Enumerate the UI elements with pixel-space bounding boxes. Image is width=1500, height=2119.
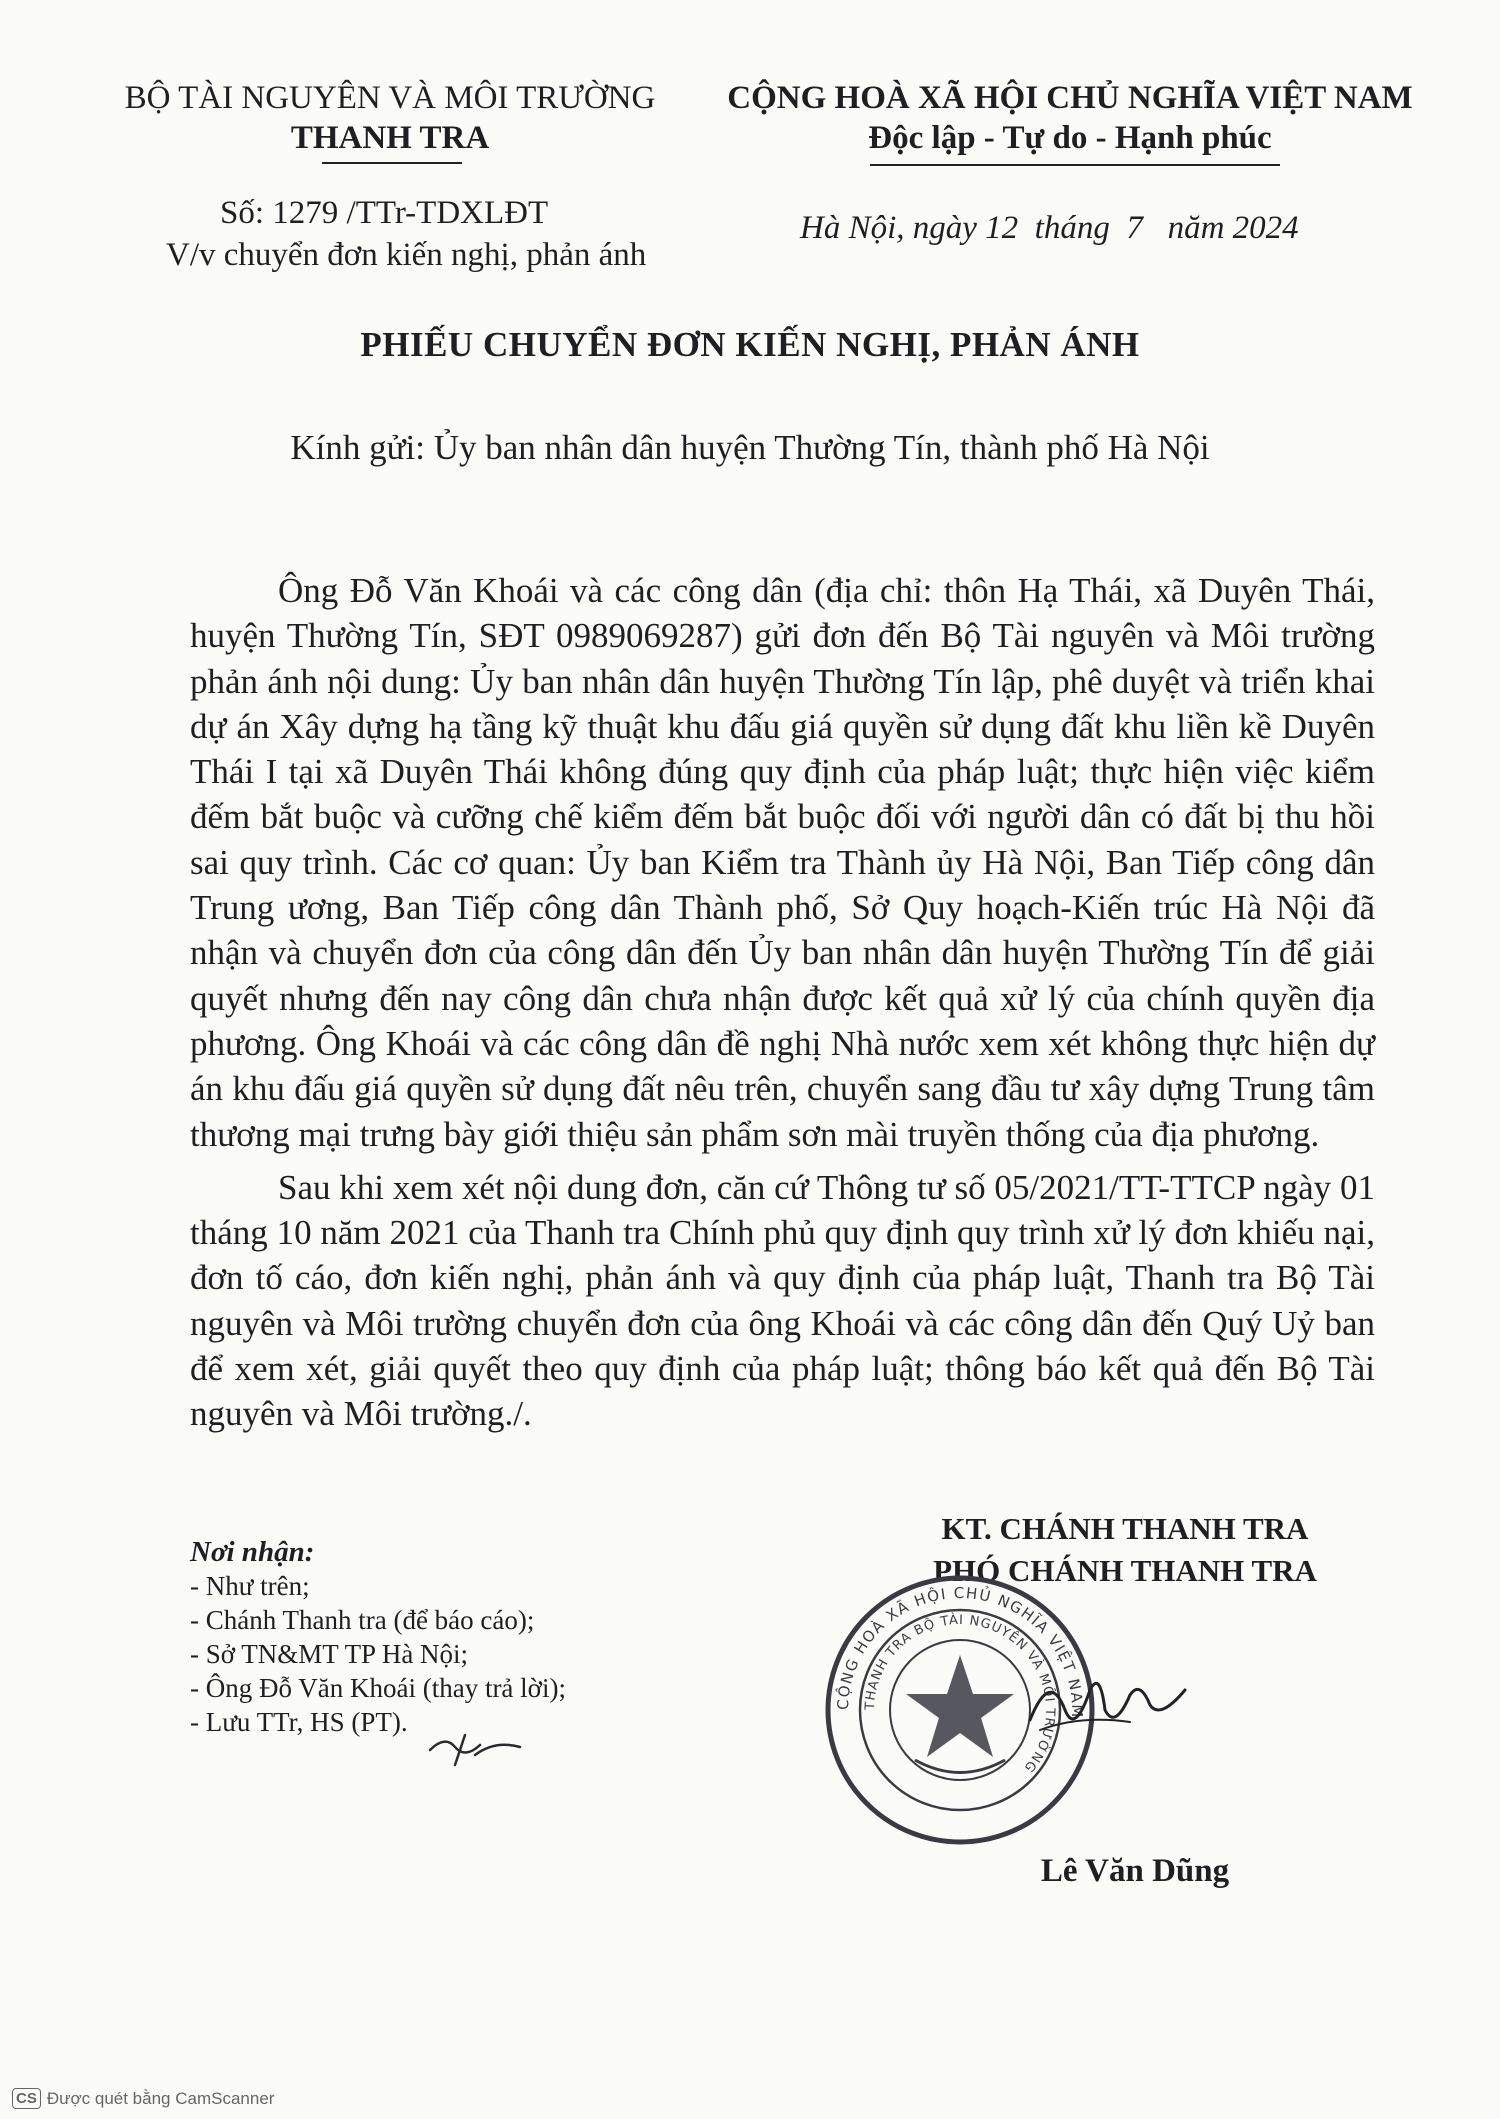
scanner-footer [12, 2088, 274, 2109]
signature-title-2: PHÓ CHÁNH THANH TRA [933, 1553, 1317, 1588]
body-paragraph-2: Sau khi xem xét nội dung đơn, căn cứ Thông tư số 05/2021/TT-TTCP ngày 01 tháng 10 năm 2021 của Thanh tra Chính phủ quy định quy trình xử lý đơn khiếu nại, đơn tố cáo, đơn kiến nghị, phản ánh và quy định của pháp luật, Thanh tra Bộ Tài nguyên và Môi trường chuyển đơn của ông Khoái và các công dân đến Quý Uỷ ban để xem xét, giải quyết theo quy định của pháp luật; thông báo kết quả đến Bộ Tài nguyên và Môi trường./. [190, 1167, 1375, 1434]
ministry-name: BỘ TÀI NGUYÊN VÀ MÔI TRƯỜNG [124, 80, 656, 116]
camscanner-logo: CS [12, 2088, 41, 2109]
recipient-item: - Chánh Thanh tra (để báo cáo); [190, 1605, 535, 1635]
national-motto: Độc lập - Tự do - Hạnh phúc [868, 120, 1272, 156]
scanner-footer-text: Được quét bằng CamScanner [46, 2088, 275, 2108]
handwritten-signature [1020, 1660, 1190, 1750]
recipients-heading: Nơi nhận: [190, 1536, 315, 1568]
document-title: PHIẾU CHUYỂN ĐƠN KIẾN NGHỊ, PHẢN ÁNH [360, 325, 1140, 364]
recipients-list [190, 1535, 566, 1739]
body-paragraph-1: Ông Đỗ Văn Khoái và các công dân (địa chỉ: thôn Hạ Thái, xã Duyên Thái, huyện Thường Tín, SĐT 0989069287) gửi đơn đến Bộ Tài nguyên và Môi trường phản ánh nội dung: Ủy ban nhân dân huyện Thường Tín lập, phê duyệt và triển khai dự án Xây dựng hạ tầng kỹ thuật khu đấu giá quyền sử dụng đất khu liền kề Duyên Thái I tại xã Duyên Thái không đúng quy định của pháp luật; thực hiện việc kiểm đếm bắt buộc và cưỡng chế kiểm đếm bắt buộc đối với người dân có đất bị thu hồi sai quy trình. Các cơ quan: Ủy ban Kiểm tra Thành ủy Hà Nội, Ban Tiếp công dân Trung ương, Ban Tiếp công dân Thành phố, Sở Quy hoạch-Kiến trúc Hà Nội đã nhận và chuyển đơn của công dân đến Ủy ban nhân dân huyện Thường Tín để giải quyết nhưng đến nay công dân chưa nhận được kết quả xử lý của chính quyền địa phương. Ông Khoái và các công dân đề nghị Nhà nước xem xét không thực hiện dự án khu đấu giá quyền sử dụng đất nêu trên, chuyển sang đầu tư xây dựng Trung tâm thương mại trưng bày giới thiệu sản phẩm sơn mài truyền thống của địa phương. [190, 571, 1375, 1154]
document-body [190, 568, 1375, 1445]
initials-mark [425, 1725, 525, 1775]
country-name: CỘNG HOÀ XÃ HỘI CHỦ NGHĨA VIỆT NAM [727, 80, 1413, 116]
document-number: Số: 1279 /TTr-TDXLĐT [220, 195, 549, 231]
header-right [700, 78, 1440, 158]
recipient-item: - Sở TN&MT TP Hà Nội; [190, 1639, 469, 1669]
seal-inner-text: THANH TRA BỘ TÀI NGUYÊN VÀ MÔI TRƯỜNG [862, 1612, 1058, 1776]
header-left [110, 78, 670, 158]
recipient-item: - Như trên; [190, 1571, 310, 1601]
document-subject: V/v chuyển đơn kiến nghị, phản ánh [166, 237, 647, 273]
signer-name: Lê Văn Dũng [1040, 1853, 1230, 1889]
seal-outer-text: CỘNG HOÀ XÃ HỘI CHỦ NGHĨA VIỆT NAM [833, 1583, 1087, 1719]
recipient-item: - Lưu TTr, HS (PT). [190, 1707, 408, 1737]
agency-name: THANH TRA [290, 120, 490, 156]
signature-title-1: KT. CHÁNH THANH TRA [941, 1511, 1309, 1546]
document-date: Hà Nội, ngày 12 tháng 7 năm 2024 [800, 210, 1299, 246]
header-left-underline [322, 162, 462, 164]
recipient-item: - Ông Đỗ Văn Khoái (thay trả lời); [190, 1673, 566, 1703]
addressee: Kính gửi: Ủy ban nhân dân huyện Thường Tín, thành phố Hà Nội [290, 428, 1210, 467]
header-right-underline [870, 164, 1280, 166]
